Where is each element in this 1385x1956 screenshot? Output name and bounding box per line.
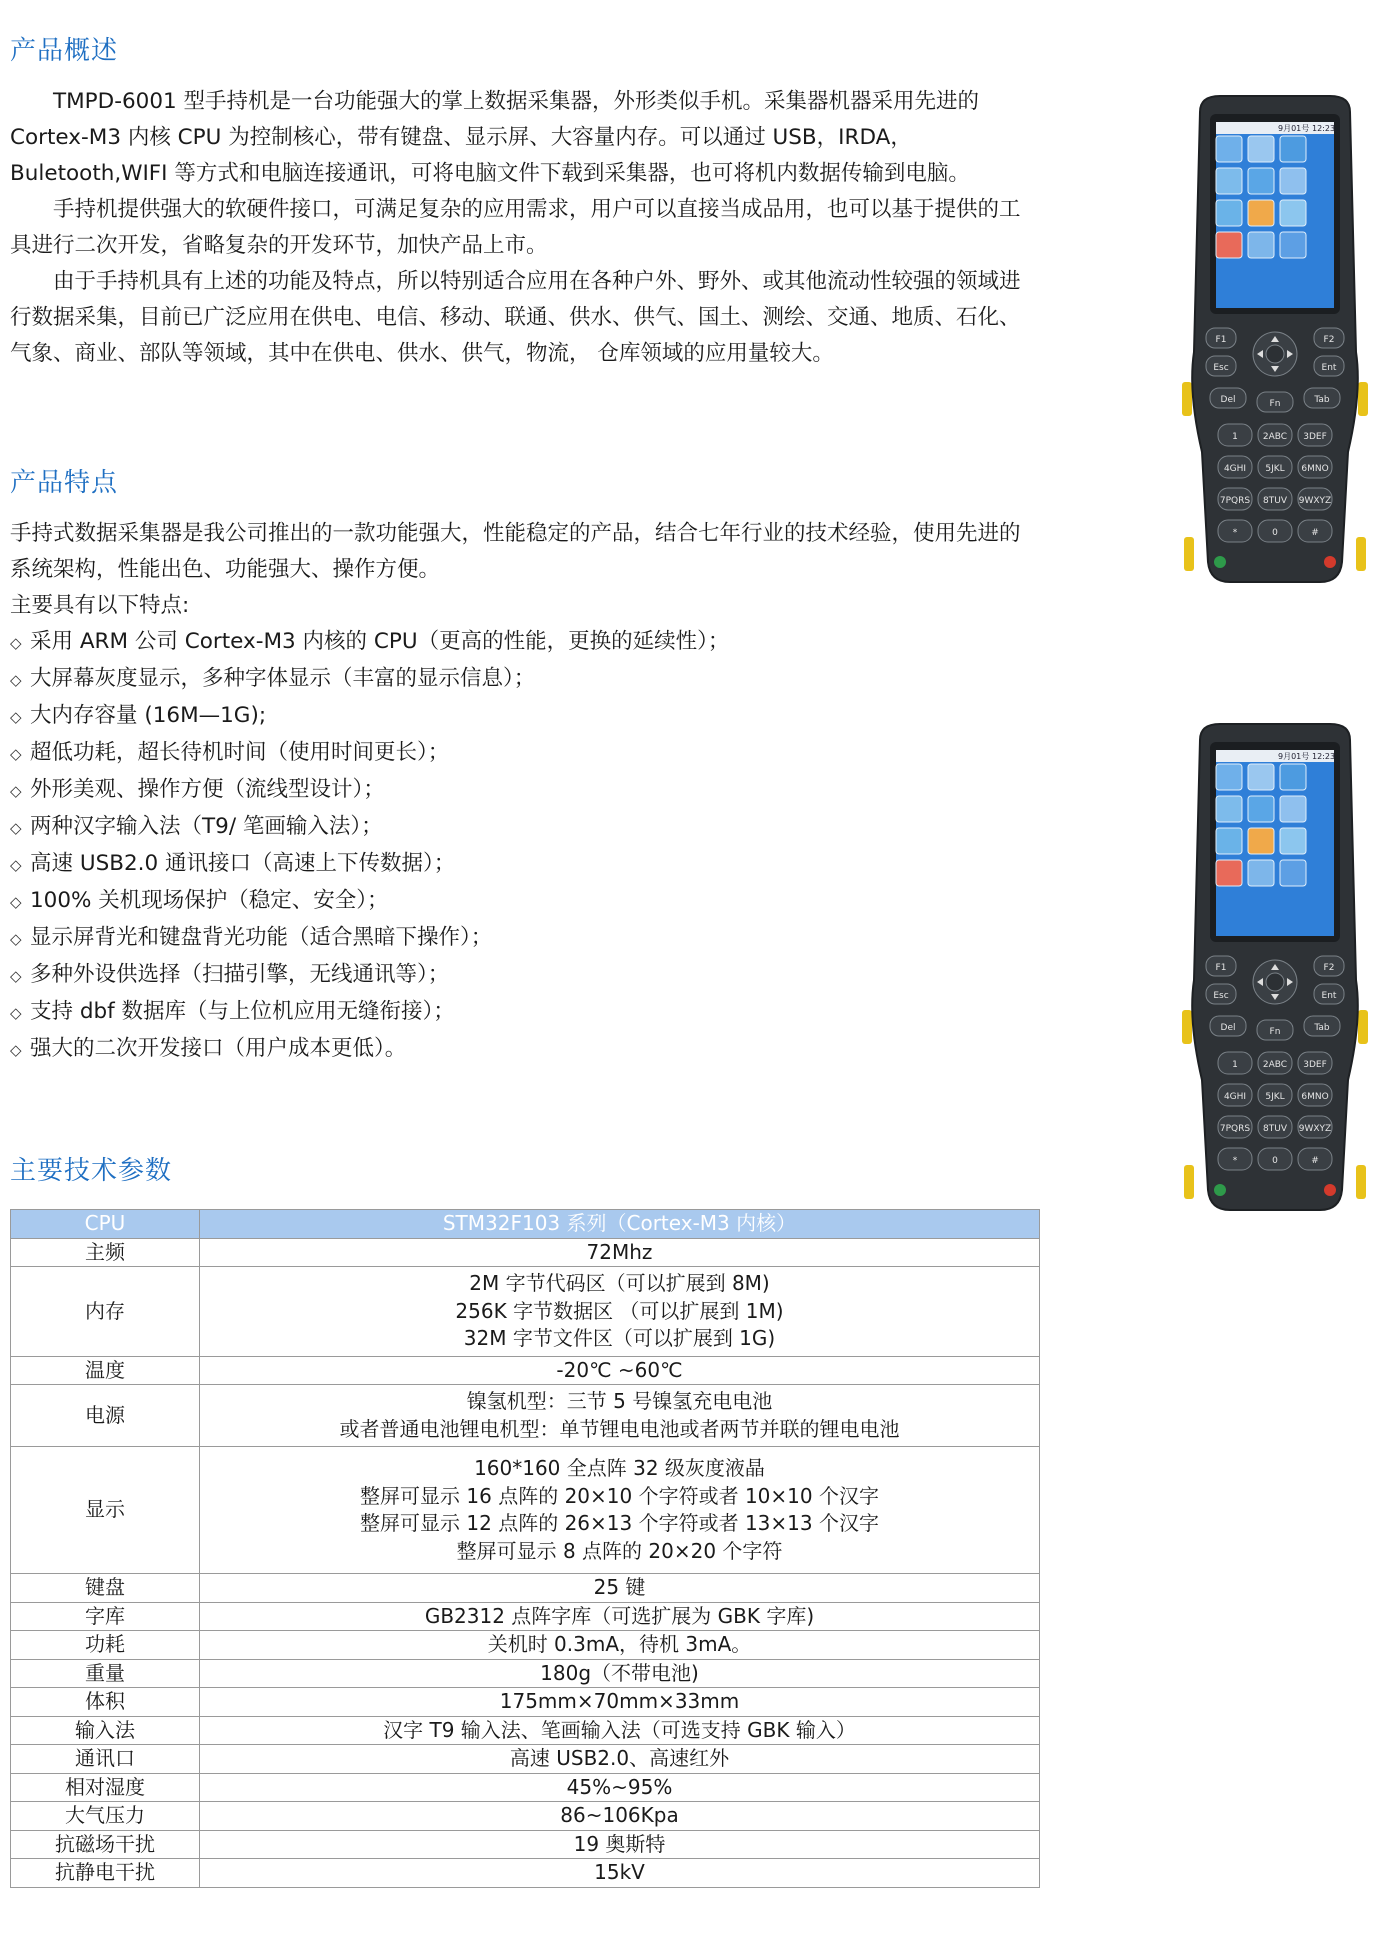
spec-value: 关机时 0.3mA，待机 3mA。 [200,1631,1040,1660]
specs-title: 主要技术参数 [10,1156,173,1186]
svg-text:7PQRS: 7PQRS [1219,1124,1251,1134]
diamond-bullet-icon: ◇ [10,1004,22,1022]
svg-text:9WXYZ: 9WXYZ [1298,1124,1332,1134]
table-row [11,1631,1040,1660]
overview-paragraph: 由于手持机具有上述的功能及特点，所以特别适合应用在各种户外、野外、或其他流动性较强的领域进行数据采集，目前已广泛应用在供电、电信、移动、联通、供水、供气、国土、测绘、交通、地质、石化、气象、商业、部队等领域，其中在供电、供水、供气，物流， 仓库领域的应用量较大。 [10,269,1021,366]
svg-text:#: # [1311,1156,1319,1166]
svg-text:6MNO: 6MNO [1301,464,1329,474]
diamond-bullet-icon: ◇ [10,634,22,652]
specs-header-row [11,1210,1040,1239]
specs-header-value: STM32F103 系列（Cortex-M3 内核） [200,1210,1040,1239]
svg-text:6MNO: 6MNO [1301,1092,1329,1102]
svg-text:5JKL: 5JKL [1265,464,1285,474]
diamond-bullet-icon: ◇ [10,745,22,763]
spec-value: 镍氢机型：三节 5 号镍氢充电电池 或者普通电池锂电机型：单节锂电电池或者两节并联的锂电电池 [200,1385,1040,1447]
table-row [11,1802,1040,1831]
spec-key: 抗静电干扰 [11,1859,200,1888]
svg-text:Fn: Fn [1269,1027,1281,1037]
spec-key: 输入法 [11,1716,200,1745]
spec-value: GB2312 点阵字库（可选扩展为 GBK 字库) [200,1602,1040,1631]
table-row [11,1267,1040,1357]
svg-text:1: 1 [1232,1060,1238,1070]
svg-text:12:23: 12:23 [1312,752,1336,761]
spec-key: 主频 [11,1238,200,1267]
svg-text:Del: Del [1220,1023,1236,1033]
overview-paragraph: 手持机提供强大的软硬件接口，可满足复杂的应用需求，用户可以直接当成品用，也可以基于提供的工具进行二次开发，省略复杂的开发环节，加快产品上市。 [10,197,1021,258]
svg-text:12:23: 12:23 [1312,124,1336,133]
svg-text:F1: F1 [1215,335,1227,345]
svg-text:8TUV: 8TUV [1263,496,1287,506]
features-section [10,516,1040,1068]
spec-value: 2M 字节代码区（可以扩展到 8M) 256K 字节数据区 （可以扩展到 1M) 32M 字节文件区（可以扩展到 1G) [200,1267,1040,1357]
table-row [11,1574,1040,1603]
svg-text:Tab: Tab [1314,395,1330,405]
spec-key: 温度 [11,1356,200,1385]
handheld-device-image [1180,720,1370,1215]
feature-item: ◇ 大内存容量 (16M—1G); [10,698,1040,735]
table-row [11,1773,1040,1802]
spec-value: 15kV [200,1859,1040,1888]
diamond-bullet-icon: ◇ [10,708,22,726]
svg-text:Tab: Tab [1314,1023,1330,1033]
feature-item: ◇ 显示屏背光和键盘背光功能（适合黑暗下操作）； [10,920,1040,957]
table-row [11,1385,1040,1447]
table-row [11,1830,1040,1859]
svg-text:9月01号: 9月01号 [1278,124,1310,133]
feature-item: ◇ 强大的二次开发接口（用户成本更低）。 [10,1031,1040,1068]
table-row [11,1859,1040,1888]
svg-text:4GHI: 4GHI [1223,464,1247,474]
svg-text:1: 1 [1232,432,1238,442]
diamond-bullet-icon: ◇ [10,782,22,800]
feature-item: ◇ 外形美观、操作方便（流线型设计）； [10,772,1040,809]
svg-text:9月01号: 9月01号 [1278,752,1310,761]
svg-text:4GHI: 4GHI [1223,1092,1247,1102]
diamond-bullet-icon: ◇ [10,893,22,911]
spec-value: -20℃ ~60℃ [200,1356,1040,1385]
spec-value: 72Mhz [200,1238,1040,1267]
svg-text:Ent: Ent [1321,363,1337,373]
specs-header-key: CPU [11,1210,200,1239]
features-title: 产品特点 [10,468,119,498]
svg-text:3DEF: 3DEF [1303,1060,1327,1070]
spec-value: 160*160 全点阵 32 级灰度液晶 整屏可显示 16 点阵的 20×10 个字符或者 10×10 个汉字 整屏可显示 12 点阵的 26×13 个字符或者 13×13 个汉字 整屏可显示 8 点阵的 20×20 个字符 [200,1447,1040,1574]
svg-text:2ABC: 2ABC [1262,432,1288,442]
spec-key: 大气压力 [11,1802,200,1831]
svg-text:0: 0 [1272,528,1278,538]
table-row [11,1716,1040,1745]
features-intro: 手持式数据采集器是我公司推出的一款功能强大，性能稳定的产品，结合七年行业的技术经验，使用先进的系统架构，性能出色、功能强大、操作方便。 [10,521,1021,582]
svg-text:Fn: Fn [1269,399,1281,409]
svg-text:0: 0 [1272,1156,1278,1166]
svg-text:3DEF: 3DEF [1303,432,1327,442]
table-row [11,1447,1040,1574]
diamond-bullet-icon: ◇ [10,967,22,985]
table-row [11,1659,1040,1688]
overview-paragraph: TMPD-6001 型手持机是一台功能强大的掌上数据采集器，外形类似手机。采集器机器采用先进的 Cortex-M3 内核 CPU 为控制核心，带有键盘、显示屏、大容量内存。可以通过 USB，IRDA，Buletooth,WIFI 等方式和电脑连接通讯，可将电脑文件下载到采集器，也可将机内数据传输到电脑。 [10,89,980,186]
svg-text:F1: F1 [1215,963,1227,973]
spec-key: 体积 [11,1688,200,1717]
table-row [11,1356,1040,1385]
handheld-device-image [1180,92,1370,587]
spec-key: 字库 [11,1602,200,1631]
feature-item: ◇ 采用 ARM 公司 Cortex-M3 内核的 CPU（更高的性能，更换的延续性）； [10,624,1040,661]
svg-text:#: # [1311,528,1319,538]
spec-key: 重量 [11,1659,200,1688]
diamond-bullet-icon: ◇ [10,819,22,837]
features-lead: 主要具有以下特点: [10,593,190,618]
diamond-bullet-icon: ◇ [10,930,22,948]
feature-item: ◇ 大屏幕灰度显示，多种字体显示（丰富的显示信息）； [10,661,1040,698]
specs-table [10,1209,1040,1888]
spec-value: 86~106Kpa [200,1802,1040,1831]
feature-item: ◇ 支持 dbf 数据库（与上位机应用无缝衔接）； [10,994,1040,1031]
svg-text:5JKL: 5JKL [1265,1092,1285,1102]
overview-text [10,84,1040,372]
spec-value: 175mm×70mm×33mm [200,1688,1040,1717]
table-row [11,1688,1040,1717]
svg-text:*: * [1232,528,1238,538]
spec-key: 显示 [11,1447,200,1574]
spec-value: 180g（不带电池) [200,1659,1040,1688]
overview-title: 产品概述 [10,36,119,66]
spec-key: 内存 [11,1267,200,1357]
spec-key: 电源 [11,1385,200,1447]
feature-item: ◇ 两种汉字输入法（T9/ 笔画输入法）； [10,809,1040,846]
spec-key: 相对湿度 [11,1773,200,1802]
spec-value: 25 键 [200,1574,1040,1603]
table-row [11,1238,1040,1267]
spec-value: 高速 USB2.0、高速红外 [200,1745,1040,1774]
spec-value: 45%~95% [200,1773,1040,1802]
svg-text:8TUV: 8TUV [1263,1124,1287,1134]
diamond-bullet-icon: ◇ [10,1041,22,1059]
spec-key: 功耗 [11,1631,200,1660]
spec-key: 键盘 [11,1574,200,1603]
table-row [11,1745,1040,1774]
feature-item: ◇ 高速 USB2.0 通讯接口（高速上下传数据）； [10,846,1040,883]
feature-item: ◇ 100% 关机现场保护（稳定、安全）； [10,883,1040,920]
feature-item: ◇ 多种外设供选择（扫描引擎，无线通讯等）； [10,957,1040,994]
svg-text:2ABC: 2ABC [1262,1060,1288,1070]
svg-text:Esc: Esc [1213,991,1229,1001]
svg-text:9WXYZ: 9WXYZ [1298,496,1332,506]
diamond-bullet-icon: ◇ [10,671,22,689]
svg-text:Ent: Ent [1321,991,1337,1001]
table-row [11,1602,1040,1631]
diamond-bullet-icon: ◇ [10,856,22,874]
spec-key: 通讯口 [11,1745,200,1774]
svg-text:7PQRS: 7PQRS [1219,496,1251,506]
spec-key: 抗磁场干扰 [11,1830,200,1859]
svg-text:*: * [1232,1156,1238,1166]
svg-text:F2: F2 [1323,963,1335,973]
svg-text:F2: F2 [1323,335,1335,345]
features-list [10,624,1040,1068]
svg-text:Del: Del [1220,395,1236,405]
feature-item: ◇ 超低功耗，超长待机时间（使用时间更长）； [10,735,1040,772]
spec-value: 汉字 T9 输入法、笔画输入法（可选支持 GBK 输入） [200,1716,1040,1745]
spec-value: 19 奥斯特 [200,1830,1040,1859]
svg-text:Esc: Esc [1213,363,1229,373]
